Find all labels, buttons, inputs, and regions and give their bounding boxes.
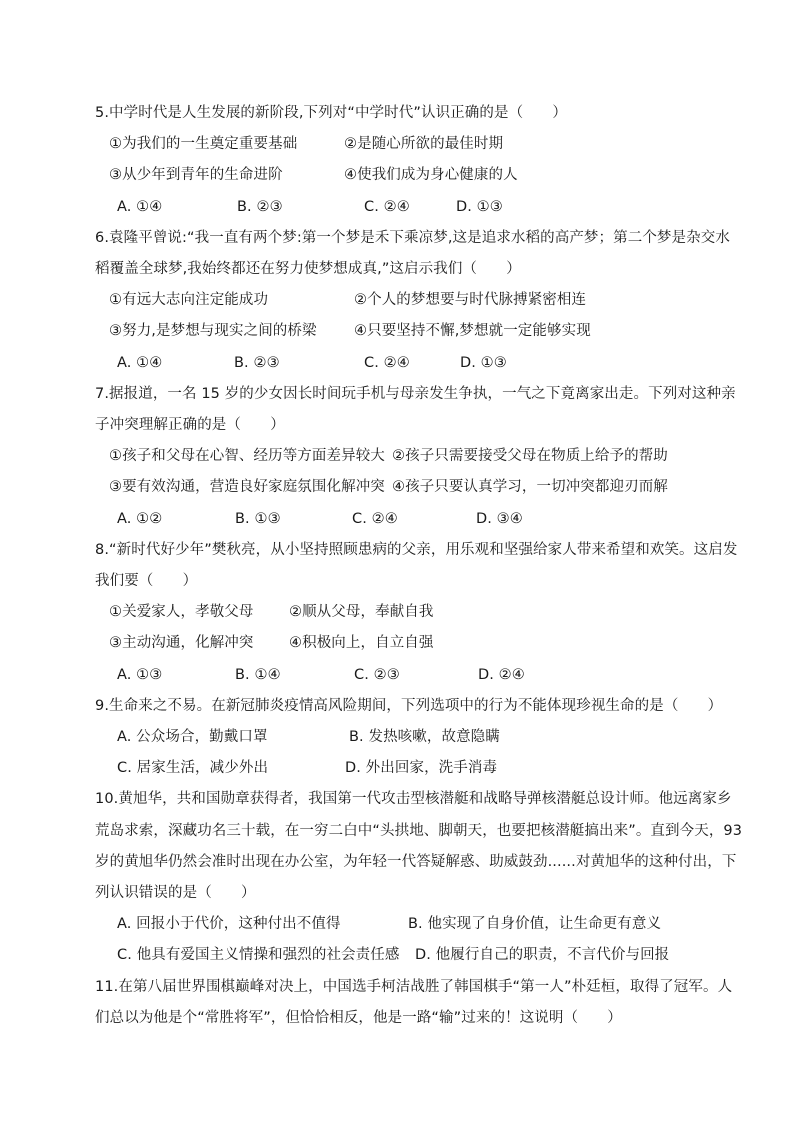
answer-a[interactable]: A. ①④	[117, 354, 163, 371]
statement-row	[95, 628, 707, 659]
question-stem: 11.在第八届世界围棋巅峰对决上，中国选手柯洁战胜了韩国棋手“第一人”朴廷桓，取得了冠军。人	[95, 978, 733, 995]
statement-2: ②孩子只需要接受父母在物质上给予的帮助	[392, 448, 668, 465]
statement-1: ①为我们的一生奠定重要基础	[109, 136, 298, 153]
statement-2: ②是随心所欲的最佳时期	[344, 136, 504, 153]
question-10	[95, 784, 743, 971]
question-stem: 们总以为他是个“常胜将军”，但恰恰相反，他是一路“输”过来的！这说明（ ）	[95, 1009, 622, 1026]
choice-row	[95, 940, 707, 971]
statement-1: ①关爱家人，孝敬父母	[109, 604, 254, 621]
question-stem: 7.据报道，一名 15 岁的少女因长时间玩手机与母亲发生争执，一气之下竟离家出走。下列对这种亲	[95, 385, 736, 402]
question-stem: 10.黄旭华，共和国勋章获得者，我国第一代攻击型核潜艇和战略导弹核潜艇总设计师。他远离家乡	[95, 791, 732, 808]
question-stem: 稻覆盖全球梦,我始终都还在努力使梦想成真,”这启示我们（ ）	[95, 261, 521, 278]
question-8	[95, 535, 738, 691]
answer-b[interactable]: B. ①③	[235, 510, 281, 527]
answer-c[interactable]: C. ②④	[364, 198, 410, 215]
question-stem: 6.袁隆平曾说:“我一直有两个梦:第一个梦是禾下乘凉梦,这是追求水稻的高产梦；第二个梦是杂交水	[95, 229, 730, 246]
answer-row	[95, 348, 707, 379]
answer-a[interactable]: A. ①③	[117, 666, 163, 683]
statement-row	[95, 285, 707, 316]
statement-4: ④积极向上，自立自强	[289, 635, 434, 652]
statement-row	[95, 441, 707, 472]
answer-b[interactable]: B. ①④	[235, 666, 281, 683]
question-stem: 子冲突理解正确的是（ ）	[95, 417, 285, 434]
question-6	[95, 223, 730, 379]
statement-4: ④只要坚持不懈,梦想就一定能够实现	[354, 323, 591, 340]
statement-row	[95, 316, 707, 347]
question-stem: 岁的黄旭华仍然会准时出现在办公室，为年轻一代答疑解惑、助威鼓劲......对黄旭华的这种付出，下	[95, 853, 737, 870]
question-stem: 9.生命来之不易。在新冠肺炎疫情高风险期间，下列选项中的行为不能体现珍视生命的是（ ）	[95, 697, 723, 714]
answer-row	[95, 660, 707, 691]
statement-row	[95, 160, 707, 191]
statement-3: ③主动沟通，化解冲突	[109, 635, 254, 652]
answer-b[interactable]: B. ②③	[237, 198, 283, 215]
statement-3: ③从少年到青年的生命进阶	[109, 167, 283, 184]
statement-row	[95, 472, 707, 503]
answer-c[interactable]: C. ②③	[354, 666, 400, 683]
answer-d[interactable]: D. ②④	[478, 666, 525, 683]
answer-row	[95, 504, 707, 535]
answer-c[interactable]: C. ②④	[352, 510, 398, 527]
question-7	[95, 379, 736, 535]
answer-d[interactable]: D. ①③	[456, 198, 503, 215]
answer-d[interactable]: D. ①③	[460, 354, 507, 371]
answer-a[interactable]: A. ①④	[117, 198, 163, 215]
answer-b[interactable]: B. 他实现了自身价值，让生命更有意义	[408, 916, 662, 933]
statement-3: ③要有效沟通，营造良好家庭氛围化解冲突	[109, 479, 385, 496]
question-stem: 荒岛求索，深藏功名三十载，在一穷二白中“头拱地、脚朝天，也要把核潜艇搞出来”。直到今天，93	[95, 822, 743, 839]
question-stem: 我们要（ ）	[95, 573, 198, 590]
answer-a[interactable]: A. 回报小于代价，这种付出不值得	[117, 916, 341, 933]
statement-1: ①孩子和父母在心智、经历等方面差异较大	[109, 448, 385, 465]
question-stem: 列认识错误的是（ ）	[95, 885, 256, 902]
answer-b[interactable]: B. 发热咳嗽，故意隐瞒	[349, 729, 500, 746]
statement-2: ②个人的梦想要与时代脉搏紧密相连	[354, 292, 587, 309]
question-9	[95, 691, 723, 785]
choice-row	[95, 722, 707, 753]
answer-d[interactable]: D. ③④	[476, 510, 523, 527]
statement-row	[95, 129, 707, 160]
question-5	[95, 98, 707, 223]
answer-c[interactable]: C. 居家生活，减少外出	[117, 760, 269, 777]
statement-1: ①有远大志向注定能成功	[109, 292, 269, 309]
answer-b[interactable]: B. ②③	[234, 354, 280, 371]
question-11	[95, 972, 733, 1034]
statement-4: ④使我们成为身心健康的人	[344, 167, 518, 184]
question-list	[95, 98, 743, 1034]
statement-4: ④孩子只要认真学习，一切冲突都迎刃而解	[392, 479, 668, 496]
answer-row	[95, 192, 707, 223]
answer-a[interactable]: A. ①②	[117, 510, 163, 527]
answer-d[interactable]: D. 他履行自己的职责，不言代价与回报	[415, 947, 670, 964]
answer-d[interactable]: D. 外出回家，洗手消毒	[345, 760, 498, 777]
choice-row	[95, 753, 707, 784]
choice-row	[95, 909, 707, 940]
question-stem: 5.中学时代是人生发展的新阶段,下列对“中学时代”认识正确的是（ ）	[95, 105, 567, 121]
answer-a[interactable]: A. 公众场合，勤戴口罩	[117, 729, 268, 746]
answer-c[interactable]: C. 他具有爱国主义情操和强烈的社会责任感	[117, 947, 400, 964]
statement-2: ②顺从父母，奉献自我	[289, 604, 434, 621]
statement-row	[95, 597, 707, 628]
statement-3: ③努力,是梦想与现实之间的桥梁	[109, 323, 317, 340]
answer-c[interactable]: C. ②④	[364, 354, 410, 371]
question-stem: 8.“新时代好少年”樊秋亮，从小坚持照顾患病的父亲，用乐观和坚强给家人带来希望和欢笑。这启发	[95, 541, 738, 558]
